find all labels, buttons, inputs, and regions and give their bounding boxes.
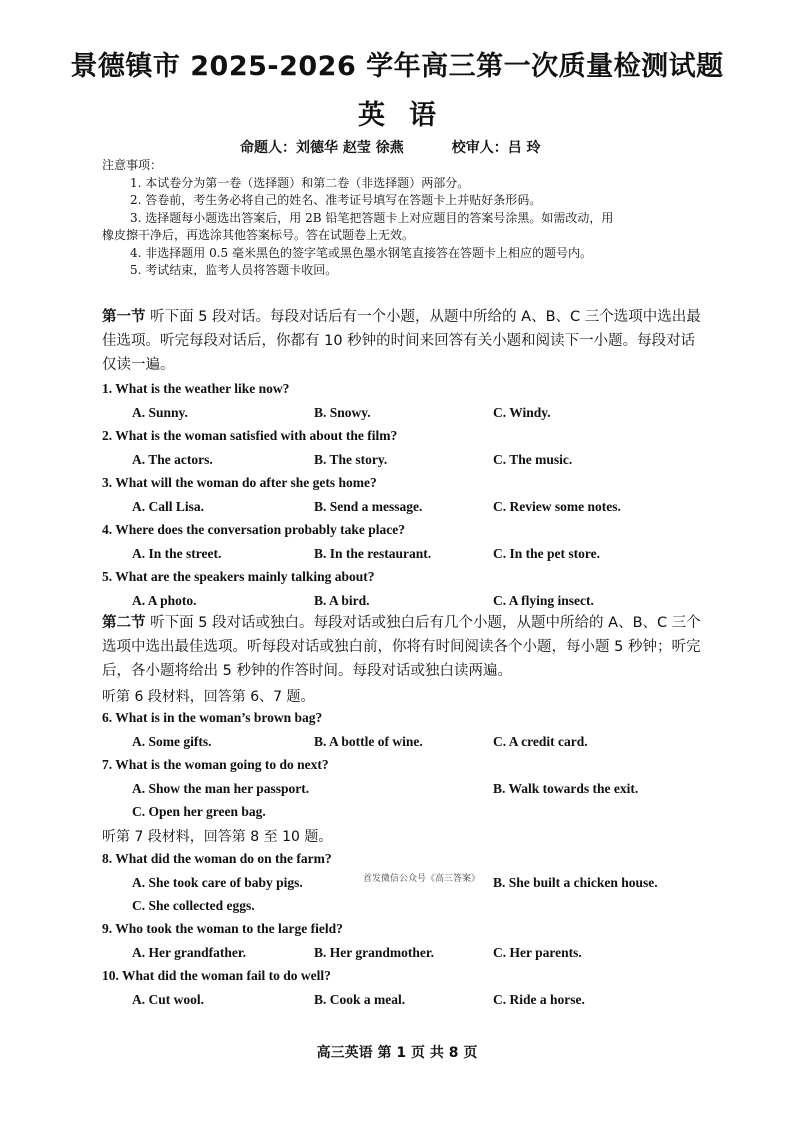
reviewer: 校审人：吕 玲 <box>451 140 541 156</box>
option-c: C. Windy. <box>493 405 551 420</box>
option-a: A. Cut wool. <box>132 992 205 1007</box>
option-a: A. Call Lisa. <box>132 499 205 514</box>
section-2-instructions <box>102 611 708 683</box>
note-item: 1. 本试卷分为第一卷（选择题）和第二卷（非选择题）两部分。 <box>130 175 470 190</box>
question-4: 4. Where does the conversation probably take place? <box>102 522 405 537</box>
material-7-instruction: 听第 7 段材料，回答第 8 至 10 题。 <box>102 829 333 845</box>
authors-line <box>240 137 541 157</box>
option-a: A. Sunny. <box>132 405 188 420</box>
option-b: B. A bird. <box>314 593 370 608</box>
section-1-instructions <box>102 305 708 377</box>
option-b: B. Snowy. <box>314 405 371 420</box>
option-b: B. Cook a meal. <box>314 992 406 1007</box>
option-c: C. Her parents. <box>493 945 582 960</box>
option-c: C. She collected eggs. <box>132 898 255 913</box>
option-c: C. Ride a horse. <box>493 992 585 1007</box>
option-b: B. Her grandmother. <box>314 945 434 960</box>
option-a: A. A photo. <box>132 593 197 608</box>
option-b: B. A bottle of wine. <box>314 734 423 749</box>
option-b: B. She built a chicken house. <box>493 875 658 890</box>
note-item: 橡皮擦干净后，再选涂其他答案标号。答在试题卷上无效。 <box>102 228 415 242</box>
note-item: 5. 考试结束，监考人员将答题卡收回。 <box>130 263 338 277</box>
material-6-instruction: 听第 6 段材料，回答第 6、7 题。 <box>102 689 315 705</box>
option-b: B. Send a message. <box>314 499 423 514</box>
option-c: C. A credit card. <box>493 734 588 749</box>
question-8: 8. What did the woman do on the farm? <box>102 851 332 866</box>
option-b: B. Walk towards the exit. <box>493 781 639 796</box>
question-9: 9. Who took the woman to the large field? <box>102 921 343 936</box>
notes-heading: 注意事项： <box>102 158 163 172</box>
watermark: 首发微信公众号《高三答案》 <box>363 874 481 884</box>
note-item: 4. 非选择题用 0.5 毫米黑色的签字笔或黑色墨水钢笔直接答在答题卡上相应的题号内。 <box>130 245 592 260</box>
question-7: 7. What is the woman going to do next? <box>102 757 329 772</box>
note-item: 2. 答卷前，考生务必将自己的姓名、准考证号填写在答题卡上并贴好条形码。 <box>130 193 542 207</box>
question-2: 2. What is the woman satisfied with about the film? <box>102 428 398 443</box>
option-b: B. The story. <box>314 452 388 467</box>
notes-block <box>102 157 708 280</box>
authors: 命题人：刘德华 赵莹 徐燕 <box>240 140 404 156</box>
exam-title: 景德镇市 2025-2026 学年高三第一次质量检测试题 <box>70 51 724 82</box>
section-1-label: 第一节 <box>102 309 146 325</box>
option-a: A. In the street. <box>132 546 222 561</box>
option-a: A. Some gifts. <box>132 734 212 749</box>
question-3: 3. What will the woman do after she gets home? <box>102 475 377 490</box>
option-a: A. The actors. <box>132 452 213 467</box>
option-c: C. The music. <box>493 452 573 467</box>
question-5: 5. What are the speakers mainly talking about? <box>102 569 375 584</box>
option-c: C. In the pet store. <box>493 546 600 561</box>
section-2-text: 听下面 5 段对话或独白。每段对话或独白后有几个小题，从题中所给的 A、B、C 三个选项中选出最佳选项。听每段对话或独白前，你将有时间阅读各个小题，每小题 5 秒钟；听完后，各小题将给出 5 秒钟的作答时间。每段对话或独白读两遍。 <box>102 615 701 679</box>
page-footer: 高三英语 第 1 页 共 8 页 <box>316 1045 478 1061</box>
section-1-text: 听下面 5 段对话。每段对话后有一个小题，从题中所给的 A、B、C 三个选项中选出最佳选项。听完每段对话后，你都有 10 秒钟的时间来回答有关小题和阅读下一小题。每段对话仅读一遍。 <box>102 309 701 373</box>
question-6: 6. What is in the woman’s brown bag? <box>102 710 323 725</box>
section-2-label: 第二节 <box>102 615 146 631</box>
option-a: A. She took care of baby pigs. <box>132 875 303 890</box>
option-c: C. A flying insect. <box>493 593 594 608</box>
note-item: 3. 选择题每小题选出答案后，用 2B 铅笔把答题卡上对应题目的答案号涂黑。如需改动，用 <box>130 210 614 225</box>
question-1: 1. What is the weather like now? <box>102 381 290 396</box>
option-c: C. Review some notes. <box>493 499 621 514</box>
option-a: A. Her grandfather. <box>132 945 246 960</box>
option-c: C. Open her green bag. <box>132 804 266 819</box>
question-10: 10. What did the woman fail to do well? <box>102 968 331 983</box>
subject-title: 英语 <box>358 100 460 131</box>
option-b: B. In the restaurant. <box>314 546 432 561</box>
option-a: A. Show the man her passport. <box>132 781 310 796</box>
